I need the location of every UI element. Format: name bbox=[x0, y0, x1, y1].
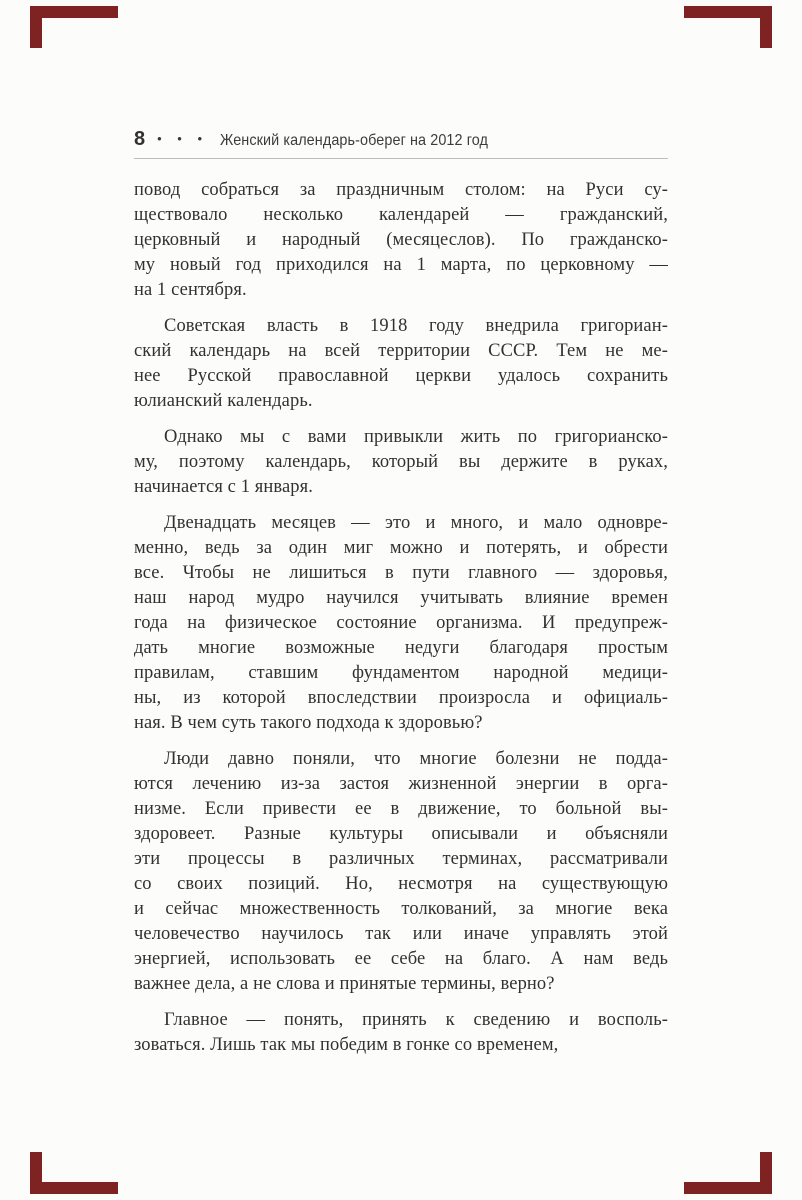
text-line: года на физическое состояние организма. И предупреж- bbox=[134, 613, 668, 633]
text-line: со своих позиций. Но, несмотря на существующую bbox=[134, 874, 668, 894]
text-line: человечество научилось так или иначе управлять этой bbox=[134, 924, 668, 944]
text-line: зоваться. Лишь так мы победим в гонке со временем, bbox=[134, 1035, 559, 1055]
paragraph bbox=[134, 425, 668, 500]
page-header bbox=[134, 128, 668, 159]
page-body bbox=[134, 178, 668, 1058]
text-line: му, поэтому календарь, который вы держите в руках, bbox=[134, 452, 668, 472]
text-line: низме. Если привести ее в движение, то больной вы- bbox=[134, 799, 668, 819]
text-line: му новый год приходился на 1 марта, по церковному — bbox=[134, 255, 668, 275]
corner-mark-top-right bbox=[684, 6, 772, 48]
corner-mark-bottom-left bbox=[30, 1152, 118, 1194]
text-line: ществовало несколько календарей — гражданский, bbox=[134, 205, 668, 225]
text-line: ная. В чем суть такого подхода к здоровью? bbox=[134, 713, 483, 733]
paragraph bbox=[134, 747, 668, 997]
text-line: правилам, ставшим фундаментом народной медици- bbox=[134, 663, 668, 683]
text-line: здоровеет. Разные культуры описывали и объясняли bbox=[134, 824, 668, 844]
text-line: Однако мы с вами привыкли жить по григорианско- bbox=[164, 427, 668, 447]
paragraph bbox=[134, 178, 668, 303]
corner-mark-top-left bbox=[30, 6, 118, 48]
corner-mark-bottom-right bbox=[684, 1152, 772, 1194]
text-line: Двенадцать месяцев — это и много, и мало одновре- bbox=[164, 513, 668, 533]
text-line: начинается с 1 января. bbox=[134, 477, 313, 497]
text-line: юлианский календарь. bbox=[134, 391, 313, 411]
text-line: и сейчас множественность толкований, за многие века bbox=[134, 899, 668, 919]
text-line: ются лечению из-за застоя жизненной энергии в орга- bbox=[134, 774, 668, 794]
text-line: менно, ведь за один миг можно и потерять, и обрести bbox=[134, 538, 668, 558]
text-line: Советская власть в 1918 году внедрила григориан- bbox=[164, 316, 668, 336]
text-line: ский календарь на всей территории СССР. Тем не ме- bbox=[134, 341, 668, 361]
text-line: ны, из которой впоследствии произросла и официаль- bbox=[134, 688, 668, 708]
text-line: важнее дела, а не слова и принятые термины, верно? bbox=[134, 974, 555, 994]
text-line: дать многие возможные недуги благодаря простым bbox=[134, 638, 668, 658]
text-line: нее Русской православной церкви удалось сохранить bbox=[134, 366, 668, 386]
page-number: 8 bbox=[134, 128, 146, 150]
header-bullets: • • • bbox=[157, 131, 209, 146]
paragraph bbox=[134, 314, 668, 414]
paragraph bbox=[134, 511, 668, 736]
text-line: на 1 сентября. bbox=[134, 280, 247, 300]
text-line: энергией, использовать ее себе на благо. А нам ведь bbox=[134, 949, 668, 969]
header-title: Женский календарь-оберег на 2012 год bbox=[220, 132, 489, 149]
text-line: эти процессы в различных терминах, рассматривали bbox=[134, 849, 668, 869]
text-line: повод собраться за праздничным столом: на Руси су- bbox=[134, 180, 668, 200]
text-line: Люди давно поняли, что многие болезни не подда- bbox=[164, 749, 668, 769]
text-line: наш народ мудро научился учитывать влияние времен bbox=[134, 588, 668, 608]
text-line: церковный и народный (месяцеслов). По гражданско- bbox=[134, 230, 668, 250]
paragraph bbox=[134, 1008, 668, 1058]
text-line: все. Чтобы не лишиться в пути главного — здоровья, bbox=[134, 563, 668, 583]
text-line: Главное — понять, принять к сведению и восполь- bbox=[164, 1010, 668, 1030]
